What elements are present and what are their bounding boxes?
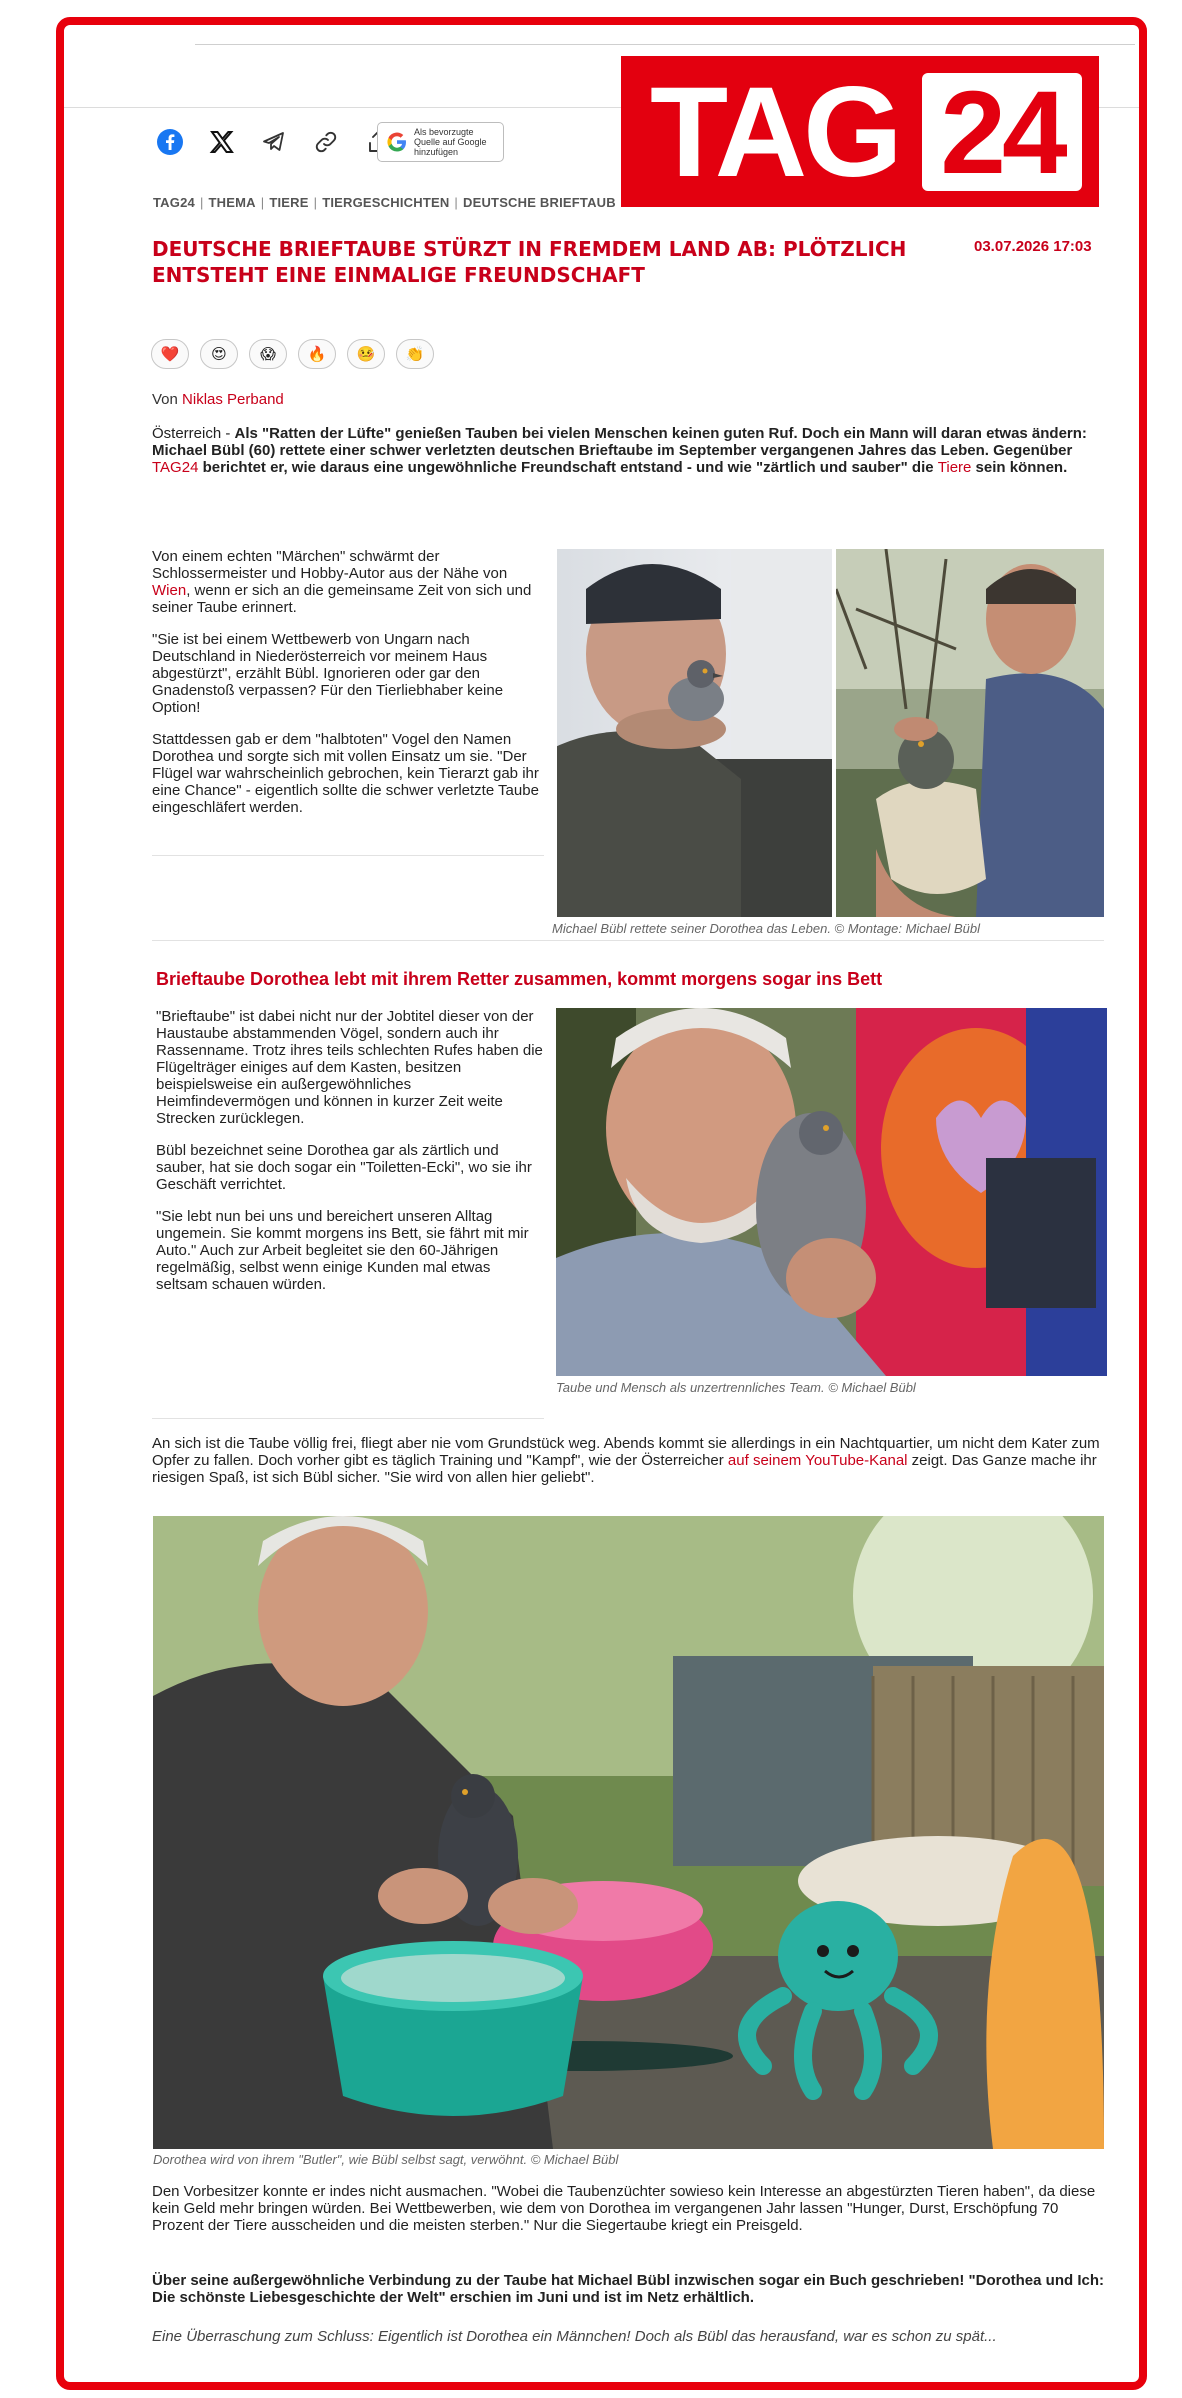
logo-text-tag: TAG: [650, 61, 899, 204]
reaction-bar: [151, 339, 434, 369]
paragraph: "Brieftaube" ist dabei nicht nur der Jobtitel dieser von der Haustaube abstammenden Vögel, sondern auch ihr Rassenname. Trotz ihres teils schlechten Rufes haben die Flügelträger einiges auf dem Kasten, besitzen beispielsweise ein außergewöhnliches Heimfindevermögen und können in kurzer Zeit weite Strecken zurücklegen.: [156, 1008, 543, 1127]
section-divider: [152, 940, 1104, 941]
logo-text-number: 24: [940, 67, 1064, 199]
article-title: DEUTSCHE BRIEFTAUBE STÜRZT IN FREMDEM LAND AB: PLÖTZLICH ENTSTEHT EINE EINMALIGE FREUNDSCHAFT: [152, 237, 907, 287]
youtube-channel-link[interactable]: auf seinem YouTube-Kanal: [727, 1452, 908, 1469]
paragraph: "Sie ist bei einem Wettbewerb von Ungarn nach Deutschland in Niederösterreich vor meinem Haus abgestürzt", erzählt Bübl. Ignorieren oder gar den Gnadenstoß verpassen? Für den Tierliebhaber keine Option!: [152, 631, 504, 716]
text-divider: [152, 1418, 544, 1419]
article-date: 03.07.2026 17:03: [974, 238, 1092, 255]
google-preferred-source-button[interactable]: [377, 122, 504, 162]
image-caption: Dorothea wird von ihrem "Butler", wie Bübl selbst sagt, verwöhnt. © Michael Bübl: [153, 2152, 619, 2167]
paragraph: Bübl bezeichnet seine Dorothea gar als zärtlich und sauber, hat sie doch sogar ein "Toiletten-Ecki", wo sie ihr Geschäft verrichtet.: [156, 1142, 532, 1193]
tag24-link[interactable]: TAG24: [152, 459, 199, 476]
reaction-clap-button[interactable]: 👏: [396, 339, 434, 369]
photo-man-holding-pigeon-in-cloth: [836, 549, 1104, 917]
section4-paragraph: Den Vorbesitzer konnte er indes nicht ausmachen. "Wobei die Taubenzüchter sowieso kein Interesse an abgestürzten Tieren haben", da diese kein Geld mehr bringen würden. Bei Wettbewerben, wie dem von Dorothea im vergangenen Jahr lassen "Hunger, Durst, Erschöpfung 70 Prozent der Tiere ausscheiden und die meisten sterben." Nur die Siegertaube kriegt ein Preisgeld.: [152, 2183, 1096, 2234]
author-link[interactable]: Niklas Perband: [182, 391, 284, 408]
telegram-icon[interactable]: [258, 126, 290, 158]
google-button-text: Als bevorzugte Quelle auf Google hinzufügen: [414, 127, 487, 157]
link-icon[interactable]: [310, 126, 342, 158]
tiere-link[interactable]: Tiere: [937, 459, 972, 476]
section3-paragraph: An sich ist die Taube völlig frei, fliegt aber nie vom Grundstück weg. Abends kommt sie allerdings in ein Nachtquartier, um nicht dem Kater zum Opfer zu fallen. Doch vorher gibt es täglich Training und "Kampf", wie der Österreicher auf seinem YouTube-Kanal zeigt. Das Ganze mache ihr riesigen Spaß, ist sich Bübl sicher. "Sie wird von allen hier geliebt".: [152, 1435, 1100, 1486]
logo-number-box: [922, 67, 1082, 199]
image-caption: Michael Bübl rettete seiner Dorothea das Leben. © Montage: Michael Bübl: [552, 921, 980, 936]
facebook-icon[interactable]: [154, 126, 186, 158]
section1-text: [152, 548, 544, 831]
breadcrumb-item[interactable]: TIERE: [269, 195, 309, 210]
author-line: Von Niklas Perband: [152, 391, 284, 408]
image-caption: Taube und Mensch als unzertrennliches Team. © Michael Bübl: [556, 1380, 916, 1395]
section4-closing-paragraph: Eine Überraschung zum Schluss: Eigentlich ist Dorothea ein Männchen! Doch als Bübl das herausfand, war es schon zu spät...: [152, 2328, 997, 2345]
reaction-love-button[interactable]: 😍: [200, 339, 238, 369]
reaction-shocked-button[interactable]: 😱: [249, 339, 287, 369]
section-subheading: Brieftaube Dorothea lebt mit ihrem Retter zusammen, kommt morgens sogar ins Bett: [156, 969, 883, 989]
section2-text: [156, 1008, 546, 1308]
share-bar: [154, 122, 394, 162]
header-divider: [195, 44, 1135, 45]
breadcrumb: TAG24 | THEMA | TIERE | TIERGESCHICHTEN | DEUTSCHE BRIEFTAUB: [153, 195, 616, 210]
breadcrumb-item[interactable]: THEMA: [208, 195, 256, 210]
section4-bold-paragraph: Über seine außergewöhnliche Verbindung zu der Taube hat Michael Bübl inzwischen sogar ein Buch geschrieben! "Dorothea und Ich: Die schönste Liebesgeschichte der Welt" erschien im Juni und ist im Netz erhältlich.: [152, 2272, 1104, 2306]
breadcrumb-item[interactable]: DEUTSCHE BRIEFTAUB: [463, 195, 616, 210]
photo-man-with-pigeon-in-car: [551, 549, 832, 917]
breadcrumb-item[interactable]: TAG24: [153, 195, 195, 210]
article-lead: Österreich - Als "Ratten der Lüfte" genießen Tauben bei vielen Menschen keinen guten Ruf. Doch ein Mann will daran etwas ändern: Michael Bübl (60) rettete einer schwer verletzten deutschen Brieftaube im September vergangenen Jahres das Leben. Gegenüber TAG24 berichtet er, wie daraus eine ungewöhnliche Freundschaft entstand - und wie "zärtlich und sauber" die Tiere sein können.: [152, 425, 1087, 476]
breadcrumb-item[interactable]: TIERGESCHICHTEN: [322, 195, 450, 210]
photo-man-cuddling-pigeon: [556, 1008, 1107, 1376]
paragraph: "Sie lebt nun bei uns und bereichert unseren Alltag ungemein. Sie kommt morgens ins Bett, sie fährt mit mir Auto." Auch zur Arbeit begleitet sie den 60-Jährigen regelmäßig, selbst wenn einige Kunden mal etwas seltsam schauen würden.: [156, 1208, 529, 1293]
text-divider: [152, 855, 544, 856]
paragraph: Stattdessen gab er dem "halbtoten" Vogel den Namen Dorothea und sorgte sich mit vollen Einsatz um sie. "Der Flügel war wahrscheinlich gebrochen, kein Tierarzt gab ihr eine Chance" - eigentlich sollte die schwer verletzte Taube eingeschläfert werden.: [152, 731, 539, 816]
tag24-logo[interactable]: [621, 56, 1099, 207]
x-icon[interactable]: [206, 126, 238, 158]
google-icon: [386, 131, 408, 153]
reaction-sick-button[interactable]: 🤒: [347, 339, 385, 369]
reaction-fire-button[interactable]: 🔥: [298, 339, 336, 369]
paragraph: Von einem echten "Märchen" schwärmt der Schlossermeister und Hobby-Autor aus der Nähe von Wien, wenn er sich an die gemeinsame Zeit von sich und seiner Taube erinnert.: [152, 548, 532, 616]
photo-man-bathing-pigeon: [153, 1516, 1104, 2149]
reaction-heart-button[interactable]: ❤️: [151, 339, 189, 369]
wien-link[interactable]: Wien: [152, 582, 187, 599]
